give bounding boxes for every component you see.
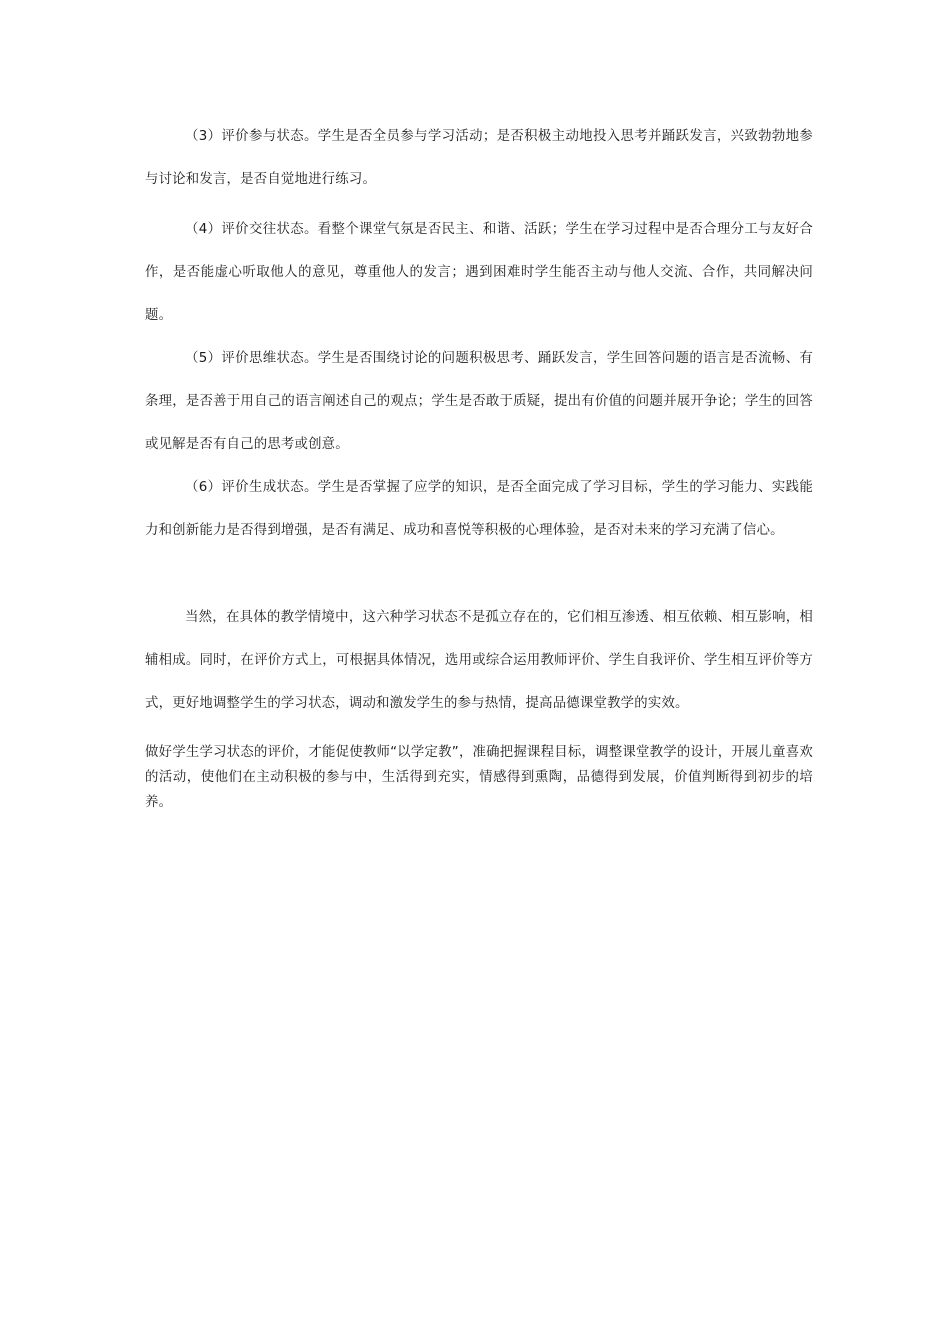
paragraph-conclusion: 做好学生学习状态的评价，才能促使教师“以学定教”，准确把握课程目标，调整课堂教学的设计，开展儿童喜欢的活动，使他们在主动积极的参与中，生活得到充实，情感得到熏陶，品德得到发展，价值判断得到初步的培养。 [145,745,813,810]
paragraph-interaction-state: （4）评价交往状态。看整个课堂气氛是否民主、和谐、活跃；学生在学习过程中是否合理分工与友好合作，是否能虚心听取他人的意见，尊重他人的发言；遇到困难时学生能否主动与他人交流、合作，共同解决问题。 [145,222,813,323]
paragraph-summary: 当然，在具体的教学情境中，这六种学习状态不是孤立存在的，它们相互渗透、相互依赖、相互影响，相辅相成。同时，在评价方式上，可根据具体情况，选用或综合运用教师评价、学生自我评价、学生相互评价等方式，更好地调整学生的学习状态，调动和激发学生的参与热情，提高品德课堂教学的实效。 [145,610,813,711]
paragraph-thinking-state: （5）评价思维状态。学生是否围绕讨论的问题积极思考、踊跃发言，学生回答问题的语言是否流畅、有条理，是否善于用自己的语言阐述自己的观点；学生是否敢于质疑，提出有价值的问题并展开争论；学生的回答或见解是否有自己的思考或创意。 [145,351,813,452]
paragraph-participation-state: （3）评价参与状态。学生是否全员参与学习活动；是否积极主动地投入思考并踊跃发言，兴致勃勃地参与讨论和发言，是否自觉地进行练习。 [145,129,813,187]
paragraph-generation-state: （6）评价生成状态。学生是否掌握了应学的知识，是否全面完成了学习目标，学生的学习能力、实践能力和创新能力是否得到增强，是否有满足、成功和喜悦等积极的心理体验，是否对未来的学习充满了信心。 [145,480,813,538]
